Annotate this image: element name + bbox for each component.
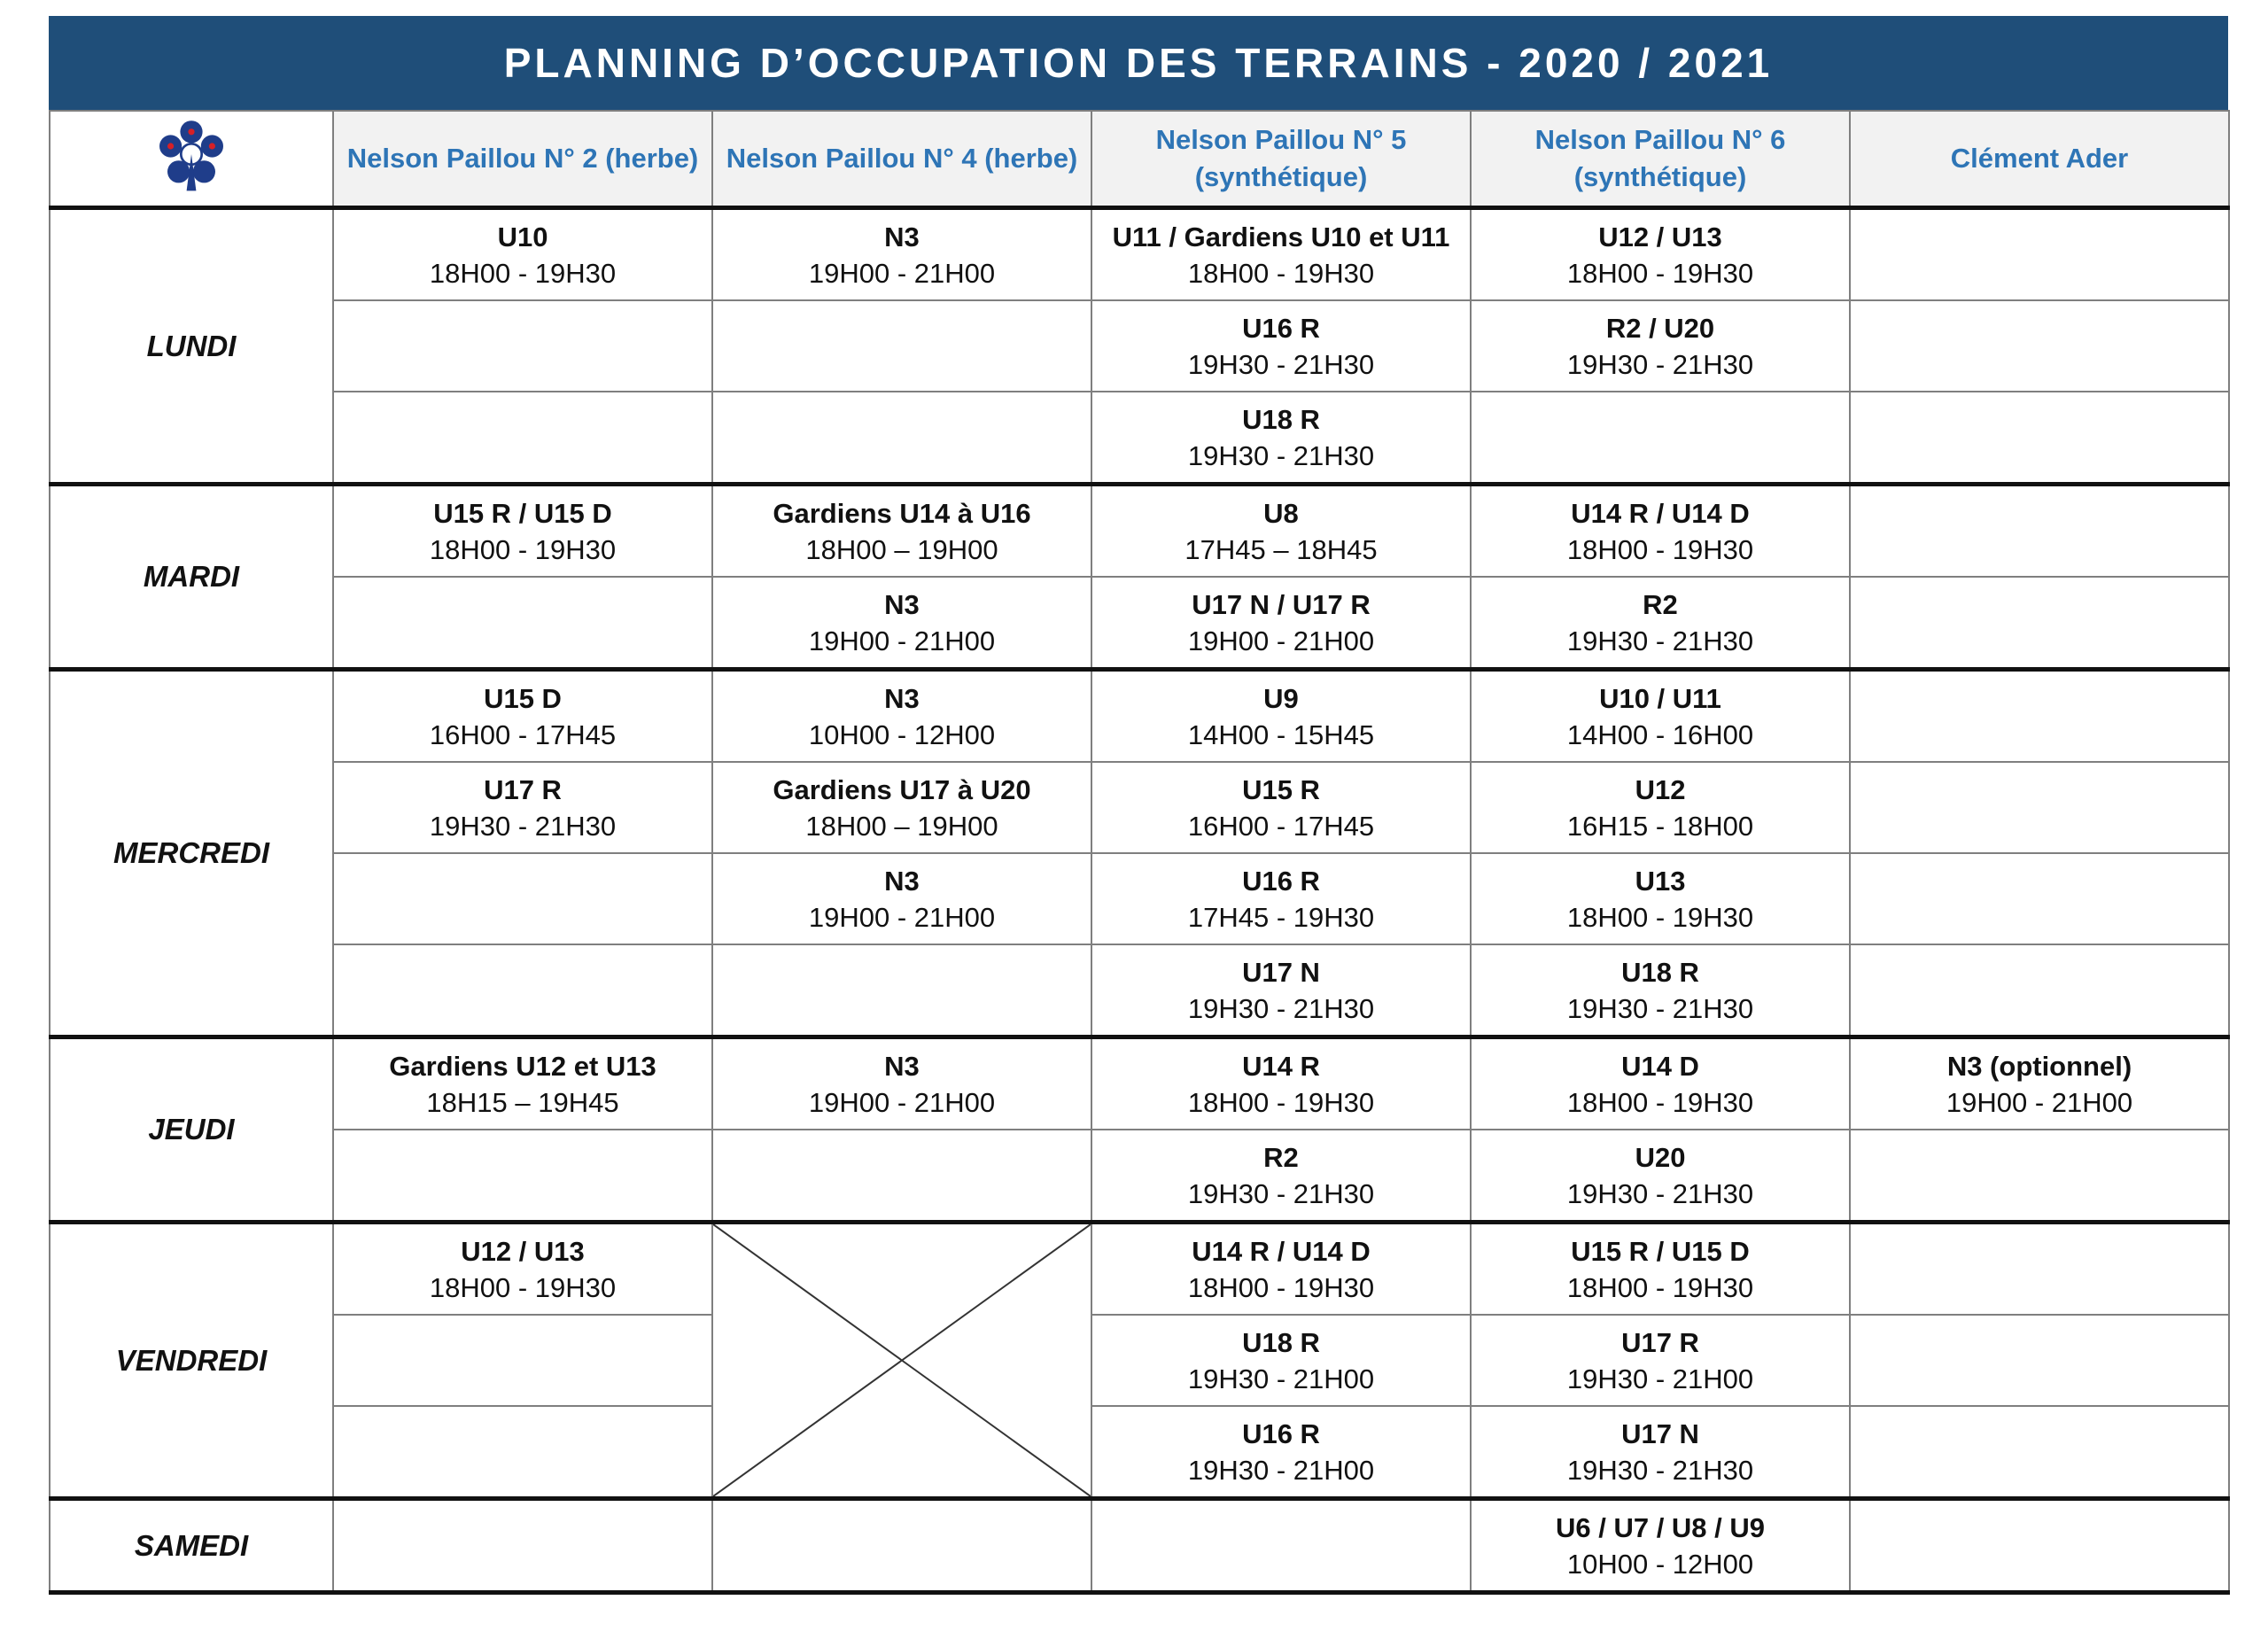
schedule-cell bbox=[333, 1499, 712, 1593]
column-header: Clément Ader bbox=[1850, 111, 2229, 208]
time-slot: 17H45 – 18H45 bbox=[1184, 533, 1378, 565]
time-slot: 19H30 - 21H00 bbox=[1187, 1363, 1375, 1394]
team-label: U6 / U7 / U8 / U9 bbox=[1555, 1511, 1766, 1543]
time-slot: 18H00 - 19H30 bbox=[429, 1271, 617, 1303]
table-row bbox=[50, 762, 2229, 853]
time-slot: 18H00 - 19H30 bbox=[1566, 533, 1754, 565]
team-label: U14 R bbox=[1242, 1050, 1320, 1082]
schedule-cell bbox=[1091, 1406, 1471, 1499]
schedule-sheet bbox=[49, 16, 2228, 1595]
table-row bbox=[50, 1499, 2229, 1593]
schedule-table bbox=[49, 110, 2230, 1595]
team-label: U14 D bbox=[1621, 1050, 1699, 1082]
unavailable-cell bbox=[712, 1223, 1091, 1499]
schedule-cell bbox=[1850, 577, 2229, 670]
team-label: U16 R bbox=[1242, 312, 1320, 344]
team-label: N3 bbox=[884, 682, 920, 714]
schedule-cell bbox=[1471, 208, 1850, 301]
team-label: U8 bbox=[1263, 497, 1299, 529]
schedule-cell bbox=[1091, 944, 1471, 1037]
schedule-cell bbox=[333, 208, 712, 301]
schedule-cell bbox=[333, 853, 712, 944]
team-label: U14 R / U14 D bbox=[1571, 497, 1750, 529]
day-label: LUNDI bbox=[50, 208, 333, 485]
day-label: MARDI bbox=[50, 485, 333, 670]
team-label: U10 / U11 bbox=[1599, 682, 1721, 714]
schedule-cell bbox=[1471, 300, 1850, 392]
schedule-cell bbox=[1471, 1406, 1850, 1499]
time-slot: 19H00 - 21H00 bbox=[1946, 1086, 2133, 1118]
team-label: U17 R bbox=[1621, 1326, 1699, 1358]
schedule-cell bbox=[1091, 1499, 1471, 1593]
schedule-cell bbox=[1091, 577, 1471, 670]
team-label: U9 bbox=[1263, 682, 1299, 714]
time-slot: 18H00 - 19H30 bbox=[1187, 1271, 1375, 1303]
time-slot: 18H00 – 19H00 bbox=[805, 810, 998, 842]
time-slot: 19H30 - 21H00 bbox=[1566, 1363, 1754, 1394]
time-slot: 18H00 – 19H00 bbox=[805, 533, 998, 565]
schedule-cell bbox=[1850, 762, 2229, 853]
day-block-mardi bbox=[50, 485, 2229, 670]
schedule-cell bbox=[1091, 853, 1471, 944]
time-slot: 19H00 - 21H00 bbox=[808, 257, 996, 289]
schedule-cell bbox=[712, 577, 1091, 670]
schedule-cell bbox=[712, 1037, 1091, 1130]
time-slot: 18H00 - 19H30 bbox=[1566, 1271, 1754, 1303]
schedule-cell bbox=[333, 577, 712, 670]
time-slot: 18H00 - 19H30 bbox=[1566, 901, 1754, 933]
schedule-cell bbox=[712, 392, 1091, 485]
schedule-cell bbox=[1091, 485, 1471, 578]
time-slot: 18H00 - 19H30 bbox=[1566, 1086, 1754, 1118]
schedule-cell bbox=[333, 485, 712, 578]
schedule-cell bbox=[333, 392, 712, 485]
schedule-cell bbox=[712, 208, 1091, 301]
team-label: U12 / U13 bbox=[1598, 221, 1722, 252]
schedule-cell bbox=[1850, 1037, 2229, 1130]
schedule-cell bbox=[1471, 392, 1850, 485]
schedule-cell bbox=[1471, 485, 1850, 578]
team-label: N3 bbox=[884, 221, 920, 252]
header-row bbox=[50, 111, 2229, 208]
table-row bbox=[50, 944, 2229, 1037]
schedule-cell bbox=[712, 1499, 1091, 1593]
team-label: U16 R bbox=[1242, 865, 1320, 897]
time-slot: 17H45 - 19H30 bbox=[1187, 901, 1375, 933]
time-slot: 10H00 - 12H00 bbox=[1566, 1548, 1754, 1580]
schedule-cell bbox=[1091, 1130, 1471, 1223]
team-label: N3 bbox=[884, 865, 920, 897]
day-label: SAMEDI bbox=[50, 1499, 333, 1593]
team-label: Gardiens U12 et U13 bbox=[389, 1050, 656, 1082]
team-label: U10 bbox=[497, 221, 548, 252]
time-slot: 19H00 - 21H00 bbox=[808, 1086, 996, 1118]
time-slot: 16H00 - 17H45 bbox=[429, 718, 617, 750]
club-crest-icon bbox=[151, 114, 231, 194]
schedule-cell bbox=[1091, 1223, 1471, 1316]
schedule-cell bbox=[333, 1406, 712, 1499]
team-label: U12 / U13 bbox=[461, 1235, 585, 1267]
team-label: U14 R / U14 D bbox=[1192, 1235, 1371, 1267]
team-label: Gardiens U14 à U16 bbox=[773, 497, 1031, 529]
column-header: Nelson Paillou N° 5 (synthétique) bbox=[1091, 111, 1471, 208]
schedule-cell bbox=[1850, 485, 2229, 578]
schedule-cell bbox=[1471, 1499, 1850, 1593]
table-row bbox=[50, 1223, 2229, 1316]
time-slot: 19H30 - 21H30 bbox=[1187, 1177, 1375, 1209]
time-slot: 19H30 - 21H30 bbox=[1566, 1177, 1754, 1209]
team-label: U17 N bbox=[1621, 1417, 1699, 1449]
schedule-cell bbox=[1471, 670, 1850, 763]
table-row bbox=[50, 577, 2229, 670]
schedule-cell bbox=[1850, 392, 2229, 485]
schedule-cell bbox=[712, 670, 1091, 763]
schedule-cell bbox=[1850, 670, 2229, 763]
team-label: U15 R / U15 D bbox=[433, 497, 612, 529]
schedule-cell bbox=[712, 944, 1091, 1037]
day-label: VENDREDI bbox=[50, 1223, 333, 1499]
time-slot: 18H00 - 19H30 bbox=[1187, 257, 1375, 289]
table-row bbox=[50, 392, 2229, 485]
day-block-vendredi bbox=[50, 1223, 2229, 1499]
schedule-cell bbox=[333, 1130, 712, 1223]
schedule-cell bbox=[1471, 1037, 1850, 1130]
time-slot: 14H00 - 15H45 bbox=[1187, 718, 1375, 750]
team-label: U15 D bbox=[484, 682, 562, 714]
time-slot: 18H00 - 19H30 bbox=[1566, 257, 1754, 289]
schedule-cell bbox=[1091, 670, 1471, 763]
time-slot: 19H30 - 21H30 bbox=[1566, 348, 1754, 380]
table-row bbox=[50, 1406, 2229, 1499]
time-slot: 19H00 - 21H00 bbox=[1187, 625, 1375, 656]
team-label: R2 / U20 bbox=[1605, 312, 1715, 344]
time-slot: 18H00 - 19H30 bbox=[429, 533, 617, 565]
team-label: Gardiens U17 à U20 bbox=[773, 773, 1031, 805]
team-label: U17 N / U17 R bbox=[1192, 588, 1371, 620]
time-slot: 14H00 - 16H00 bbox=[1566, 718, 1754, 750]
column-header: Nelson Paillou N° 2 (herbe) bbox=[333, 111, 712, 208]
time-slot: 19H30 - 21H30 bbox=[429, 810, 617, 842]
schedule-cell bbox=[712, 762, 1091, 853]
table-row bbox=[50, 300, 2229, 392]
schedule-cell bbox=[1091, 1315, 1471, 1406]
schedule-cell bbox=[712, 485, 1091, 578]
team-label: N3 bbox=[884, 1050, 920, 1082]
schedule-cell bbox=[1091, 392, 1471, 485]
column-header: Nelson Paillou N° 6 (synthétique) bbox=[1471, 111, 1850, 208]
time-slot: 19H00 - 21H00 bbox=[808, 625, 996, 656]
team-label: N3 bbox=[884, 588, 920, 620]
schedule-cell bbox=[1471, 944, 1850, 1037]
schedule-cell bbox=[1471, 577, 1850, 670]
team-label: U11 / Gardiens U10 et U11 bbox=[1112, 221, 1450, 252]
schedule-cell bbox=[712, 300, 1091, 392]
team-label: U17 N bbox=[1242, 956, 1320, 988]
day-block-lundi bbox=[50, 208, 2229, 485]
schedule-cell bbox=[712, 1130, 1091, 1223]
team-label: U12 bbox=[1635, 773, 1686, 805]
schedule-cell bbox=[1850, 300, 2229, 392]
schedule-cell bbox=[712, 853, 1091, 944]
schedule-cell bbox=[1091, 208, 1471, 301]
day-block-samedi bbox=[50, 1499, 2229, 1593]
schedule-cell bbox=[333, 670, 712, 763]
schedule-cell bbox=[1471, 1130, 1850, 1223]
schedule-cell bbox=[1850, 208, 2229, 301]
schedule-cell bbox=[1091, 1037, 1471, 1130]
schedule-cell bbox=[1850, 1499, 2229, 1593]
schedule-cell bbox=[1850, 1223, 2229, 1316]
time-slot: 19H30 - 21H30 bbox=[1187, 992, 1375, 1024]
schedule-cell bbox=[1850, 944, 2229, 1037]
table-row bbox=[50, 1315, 2229, 1406]
time-slot: 19H30 - 21H30 bbox=[1187, 348, 1375, 380]
page-title: PLANNING D’OCCUPATION DES TERRAINS - 2020 / 2021 bbox=[49, 16, 2228, 110]
column-header: Nelson Paillou N° 4 (herbe) bbox=[712, 111, 1091, 208]
schedule-cell bbox=[333, 944, 712, 1037]
time-slot: 19H30 - 21H30 bbox=[1566, 992, 1754, 1024]
table-row bbox=[50, 1130, 2229, 1223]
team-label: U16 R bbox=[1242, 1417, 1320, 1449]
table-row bbox=[50, 670, 2229, 763]
team-label: U15 R / U15 D bbox=[1571, 1235, 1750, 1267]
team-label: U17 R bbox=[484, 773, 562, 805]
schedule-cell bbox=[333, 762, 712, 853]
time-slot: 19H30 - 21H30 bbox=[1566, 625, 1754, 656]
team-label: R2 bbox=[1263, 1141, 1299, 1173]
team-label: U13 bbox=[1635, 865, 1686, 897]
time-slot: 19H30 - 21H30 bbox=[1187, 439, 1375, 471]
team-label: U18 R bbox=[1242, 1326, 1320, 1358]
schedule-cell bbox=[1850, 853, 2229, 944]
day-label: JEUDI bbox=[50, 1037, 333, 1223]
time-slot: 19H30 - 21H30 bbox=[1566, 1454, 1754, 1486]
table-row bbox=[50, 208, 2229, 301]
logo-cell bbox=[50, 111, 333, 208]
cross-out-icon bbox=[713, 1224, 1091, 1496]
schedule-cell bbox=[1471, 853, 1850, 944]
time-slot: 19H30 - 21H00 bbox=[1187, 1454, 1375, 1486]
schedule-cell bbox=[1850, 1130, 2229, 1223]
team-label: U15 R bbox=[1242, 773, 1320, 805]
schedule-cell bbox=[333, 1037, 712, 1130]
time-slot: 16H15 - 18H00 bbox=[1566, 810, 1754, 842]
time-slot: 18H15 – 19H45 bbox=[426, 1086, 619, 1118]
schedule-cell bbox=[333, 1223, 712, 1316]
schedule-cell bbox=[1091, 300, 1471, 392]
team-label: R2 bbox=[1643, 588, 1678, 620]
day-label: MERCREDI bbox=[50, 670, 333, 1037]
team-label: U20 bbox=[1635, 1141, 1686, 1173]
team-label: N3 (optionnel) bbox=[1946, 1050, 2132, 1082]
time-slot: 16H00 - 17H45 bbox=[1187, 810, 1375, 842]
schedule-cell bbox=[1471, 1223, 1850, 1316]
table-row bbox=[50, 1037, 2229, 1130]
day-block-mercredi bbox=[50, 670, 2229, 1037]
schedule-cell bbox=[1091, 762, 1471, 853]
team-label: U18 R bbox=[1242, 403, 1320, 435]
schedule-cell bbox=[1471, 762, 1850, 853]
schedule-cell bbox=[1850, 1406, 2229, 1499]
table-row bbox=[50, 485, 2229, 578]
table-row bbox=[50, 853, 2229, 944]
schedule-cell bbox=[333, 300, 712, 392]
time-slot: 18H00 - 19H30 bbox=[1187, 1086, 1375, 1118]
day-block-jeudi bbox=[50, 1037, 2229, 1223]
schedule-cell bbox=[1850, 1315, 2229, 1406]
team-label: U18 R bbox=[1621, 956, 1699, 988]
schedule-cell bbox=[333, 1315, 712, 1406]
time-slot: 18H00 - 19H30 bbox=[429, 257, 617, 289]
schedule-cell bbox=[1471, 1315, 1850, 1406]
time-slot: 19H00 - 21H00 bbox=[808, 901, 996, 933]
time-slot: 10H00 - 12H00 bbox=[808, 718, 996, 750]
